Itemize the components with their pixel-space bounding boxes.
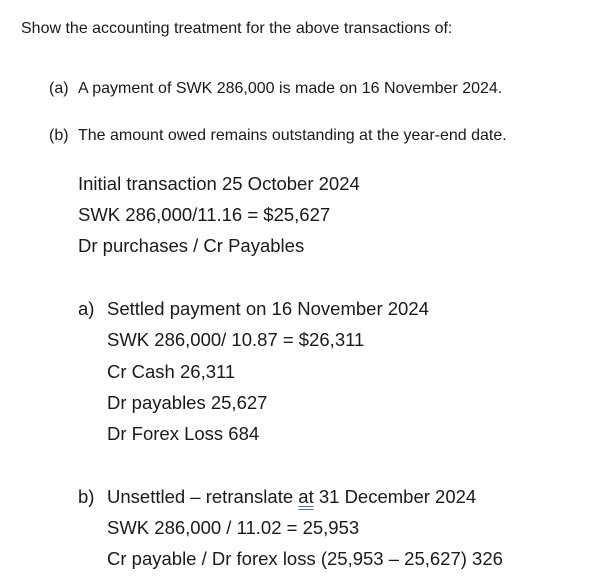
- part-b-heading-end: 31 December 2024: [313, 486, 477, 507]
- initial-entry: Dr purchases / Cr Payables: [78, 235, 305, 256]
- part-a-calculation: SWK 286,000/ 10.87 = $26,311: [107, 329, 365, 350]
- question-b-marker: (b): [49, 127, 69, 144]
- part-b-heading-start: Unsettled – retranslate: [107, 486, 299, 507]
- initial-calculation: SWK 286,000/11.16 = $25,627: [78, 204, 331, 225]
- question-a-text: A payment of SWK 286,000 is made on 16 November 2024.: [78, 80, 503, 97]
- part-b-marker: b): [78, 486, 95, 507]
- part-a-heading: Settled payment on 16 November 2024: [107, 298, 429, 319]
- initial-heading: Initial transaction 25 October 2024: [78, 173, 360, 194]
- question-b-text: The amount owed remains outstanding at the year-end date.: [78, 127, 507, 144]
- part-b-heading: [107, 488, 476, 507]
- part-b-entry: Cr payable / Dr forex loss (25,953 – 25,627) 326: [107, 548, 503, 569]
- part-b-calculation: SWK 286,000 / 11.02 = 25,953: [107, 517, 360, 538]
- intro-text: Show the accounting treatment for the above transactions of:: [21, 20, 453, 37]
- part-a-entry-forex: Dr Forex Loss 684: [107, 423, 260, 444]
- grammar-flag-word: at: [298, 486, 314, 507]
- part-a-entry-cash: Cr Cash 26,311: [107, 361, 236, 382]
- part-a-marker: a): [78, 298, 95, 319]
- part-a-entry-payables: Dr payables 25,627: [107, 392, 268, 413]
- question-a-marker: (a): [49, 80, 69, 97]
